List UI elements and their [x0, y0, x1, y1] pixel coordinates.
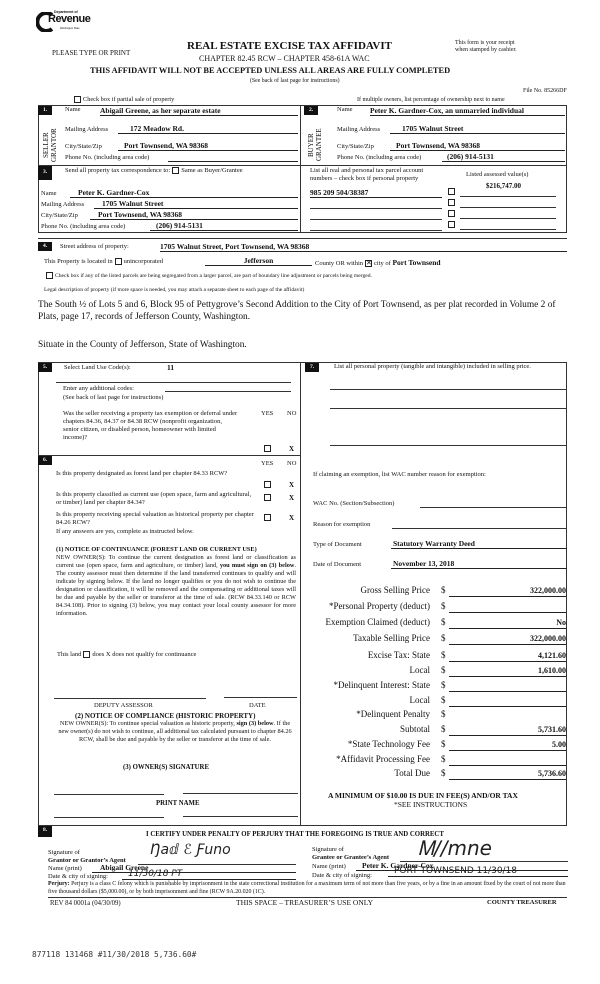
section-4-number: 4. [38, 242, 52, 251]
minimum-note: A MINIMUM OF $10.00 IS DUE IN FEE(S) AND/OR TAX [328, 791, 518, 800]
notice-compliance-title: (2) NOTICE OF COMPLIANCE (HISTORIC PROPERTY) [75, 712, 256, 720]
date-line[interactable] [224, 697, 297, 698]
deputy-assessor-label: DEPUTY ASSESSOR [94, 702, 153, 709]
personal-property-line[interactable] [330, 389, 567, 390]
section-3-number: 3. [38, 166, 52, 180]
dollar-sign: $ [441, 650, 446, 660]
seller-name-label: Name [65, 106, 81, 113]
land-use-code[interactable]: 11 [167, 363, 175, 372]
parcel-line [310, 219, 442, 220]
logo-top: Department of [54, 10, 78, 14]
grantee-date-city[interactable]: PORT TOWNSEND 11/30/18 [388, 866, 568, 877]
assessed-label: Listed assessed value(s) [466, 171, 529, 178]
historic-question: Is this property receiving special valuation as historical property per chapter 84.26 RCW? [56, 511, 254, 526]
perjury-bold: Perjury: [48, 881, 70, 887]
no-header: NO [287, 460, 297, 467]
section-6-number: 6. [38, 456, 52, 465]
seller-address-label: Mailing Address [65, 126, 109, 133]
file-no: File No. 85266DF [523, 88, 567, 94]
fee-label: Gross Selling Price [360, 585, 430, 595]
buyer-phone-label: Phone No. (including area code) [337, 154, 422, 161]
additional-codes-label: Enter any additional codes: [63, 385, 134, 392]
city-of-label: city of [374, 260, 391, 267]
fee-label: *Affidavit Processing Fee [336, 754, 430, 764]
notice1-a: NEW OWNER(S): To continue the current designation as forest land or classification as current use (open space, farm and agriculture, or timber) land, [56, 554, 296, 569]
segregated-checkbox[interactable] [46, 272, 53, 279]
warning: THIS AFFIDAVIT WILL NOT BE ACCEPTED UNLESS ALL AREAS ARE FULLY COMPLETED [90, 66, 451, 75]
fee-value[interactable]: 5,731.60 [449, 725, 566, 736]
seller-grantor-label: SELLER GRANTOR [42, 128, 58, 162]
partial-sale-checkbox[interactable] [74, 96, 81, 103]
buyer-address[interactable]: 1705 Walnut Street [390, 124, 565, 134]
dollar-sign: $ [441, 724, 446, 734]
cashier-stamp: 877118 131468 #11/30/2018 5,736.60# [32, 950, 197, 959]
current-use-yes-checkbox[interactable] [264, 494, 271, 501]
exemption-wac-label: If claiming an exemption, list WAC number reason for exemption: [313, 471, 486, 478]
send-label: Send all property tax correspondence to: [65, 167, 171, 174]
historic-no-mark[interactable]: X [289, 514, 295, 522]
dollar-sign: $ [441, 633, 446, 643]
exemption-yes-checkbox[interactable] [264, 445, 271, 452]
fee-label: Taxable Selling Price [353, 633, 430, 643]
yes-header: YES [261, 460, 274, 467]
assessed-line [460, 196, 556, 197]
county-or-label: County OR within [315, 260, 364, 267]
see-back: (See back of last page for instructions) [250, 78, 340, 84]
corr-city[interactable]: Port Townsend, WA 98368 [90, 210, 298, 220]
corr-address[interactable]: 1705 Walnut Street [94, 199, 298, 209]
unincorporated-checkbox[interactable] [115, 258, 122, 265]
section-5-number: 5. [38, 363, 52, 372]
buyer-name-label: Name [337, 106, 353, 113]
grantee-sig-label-2: Grantee or Grantee’s Agent [312, 854, 390, 861]
segregated-label: Check box if any of the listed parcels are being segregated from a larger parcel, are part of boundary line adjustment or parcels being merged. [55, 272, 372, 279]
doc-type[interactable]: Statutory Warranty Deed [391, 539, 567, 549]
personal-property-line[interactable] [330, 445, 567, 446]
assessed-value: $216,747.00 [486, 182, 521, 190]
unincorporated-label: unincorporated [123, 258, 163, 265]
does-label: does [92, 651, 105, 658]
fee-label: Local [409, 665, 430, 675]
parcel-line [310, 208, 442, 209]
logo-sub: Washington State [60, 27, 80, 30]
dollar-sign: $ [441, 695, 446, 705]
county[interactable]: Jefferson [205, 256, 312, 266]
located-label: This Property is located in [44, 258, 113, 265]
within-city [315, 258, 441, 267]
seller-name[interactable]: Abigail Greene, as her separate estate [100, 106, 298, 116]
grantor-date-city[interactable]: 11/30/18 PT [122, 869, 296, 880]
forest-land-question: Is this property designated as forest land per chapter 84.33 RCW? [56, 470, 228, 477]
print-name-line[interactable] [54, 817, 164, 818]
grantee-date-label: Date & city of signing: [312, 872, 372, 879]
fee-value[interactable]: 5.00 [449, 740, 566, 751]
forest-no-mark[interactable]: X [289, 481, 295, 489]
buyer-city[interactable]: Port Townsend, WA 98368 [390, 141, 565, 151]
assessed-line [460, 229, 556, 230]
seller-phone[interactable] [168, 152, 298, 162]
please-type: PLEASE TYPE OR PRINT [52, 49, 131, 57]
personal-property-label: List all personal property (tangible and intangible) included in selling price. [334, 363, 531, 370]
fee-label: *Personal Property (deduct) [329, 601, 430, 611]
form-revision: REV 84 0001a (04/30/09) [50, 900, 121, 907]
deputy-signature-line[interactable] [54, 698, 206, 699]
fee-label: *Delinquent Interest: State [333, 680, 430, 690]
current-use-question: Is this property classified as current use (open space, farm and agricultural, or timber) land per chapter 84.34? [56, 491, 252, 506]
corr-phone-label: Phone No. (including area code) [41, 223, 126, 230]
does-not-label: X does not qualify for continuance [105, 651, 197, 658]
corr-city-label: City/State/Zip [41, 212, 78, 219]
fee-label: *State Technology Fee [347, 739, 430, 749]
buyer-address-label: Mailing Address [337, 126, 381, 133]
personal-property-checkbox[interactable] [448, 221, 455, 228]
does-checkbox[interactable] [83, 651, 90, 658]
certify-statement: I CERTIFY UNDER PENALTY OF PERJURY THAT THE FOREGOING IS TRUE AND CORRECT [146, 831, 444, 838]
wac-label: WAC No. (Section/Subsection) [313, 500, 395, 507]
print-name-line[interactable] [183, 816, 298, 817]
grantor-sig-label-2: Grantor or Grantor’s Agent [48, 857, 126, 864]
notice-continuance-text [56, 554, 296, 618]
land-use-label: Select Land Use Code(s): [64, 364, 131, 371]
corr-address-label: Mailing Address [41, 201, 85, 208]
fee-label: Excise Tax: State [367, 650, 430, 660]
grantee-name-label: Name (print) [312, 863, 346, 870]
buyer-grantee-label: BUYER GRANTEE [307, 128, 323, 162]
owner-signature-label: (3) OWNER(S) SIGNATURE [123, 764, 209, 771]
exemption-no-mark[interactable]: X [289, 445, 295, 453]
fee-value[interactable] [449, 681, 566, 692]
current-use-no-mark[interactable]: X [289, 494, 295, 502]
notice2-c: . If the new owner(s) do not wish to continue, all additional tax calculated pursuant to chapter 84.26 RCW, shall be due and payable by the seller or transferor at the time of sale. [58, 720, 292, 743]
city: Port Townsend [392, 258, 441, 267]
no-header: NO [287, 410, 297, 417]
county-treasurer: COUNTY TREASURER [487, 899, 557, 906]
fee-label: Local [409, 695, 430, 705]
grantee-sig-label: Signature of [312, 846, 344, 853]
located-in [44, 258, 163, 265]
parcel-label: List all real and personal tax parcel account [310, 167, 424, 174]
divider [38, 238, 567, 239]
dollar-sign: $ [441, 601, 446, 611]
section-2-number: 2. [304, 106, 318, 115]
receipt-note: This form is your receipt [455, 40, 515, 46]
fee-value[interactable] [449, 602, 566, 613]
notice-continuance-title: (1) NOTICE OF CONTINUANCE (FOREST LAND OR CURRENT USE) [56, 546, 257, 553]
section-1-number: 1. [38, 106, 52, 115]
historic-yes-checkbox[interactable] [264, 514, 271, 521]
personal-property-checkbox[interactable] [448, 210, 455, 217]
divider [38, 165, 567, 166]
notice-compliance-text [55, 720, 295, 744]
fee-value[interactable]: 322,000.00 [449, 634, 566, 645]
same-as-buyer-checkbox[interactable] [172, 167, 179, 174]
assessed-line [460, 207, 556, 208]
partial-sale[interactable] [72, 96, 174, 103]
seller-city[interactable]: Port Townsend, WA 98368 [118, 141, 298, 151]
treasurer-use: THIS SPACE – TREASURER’S USE ONLY [236, 898, 373, 907]
personal-property-checkbox[interactable] [448, 199, 455, 206]
dollar-sign: $ [441, 617, 446, 627]
buyer-name[interactable]: Peter K. Gardner-Cox, an unmarried individual [370, 106, 565, 116]
section-8-number: 8. [38, 826, 52, 837]
send-correspondence [65, 167, 243, 174]
divider [300, 105, 301, 233]
doc-type-label: Type of Document [313, 541, 362, 548]
corr-name[interactable]: Peter K. Gardner-Cox [70, 188, 298, 198]
perjury-text: Perjury is a class C felony which is punishable by imprisonment in the state correctional institution for a maximum term of not more than five years, or by a fine in an amount fixed by the court of not more than five thousand dollars ($5,000.00), or by both imprisonment and fine (RCW 9A.20.020 (1C). [48, 881, 566, 895]
dollar-sign: $ [441, 768, 446, 778]
fee-value[interactable] [449, 696, 566, 707]
fee-value[interactable]: 322,000.00 [449, 586, 566, 597]
grantor-name[interactable]: Abigail Greene [92, 863, 296, 873]
seller-address[interactable]: 172 Meadow Rd. [118, 124, 298, 134]
print-name-label: PRINT NAME [156, 800, 200, 807]
legal-description: The South ½ of Lots 5 and 6, Block 95 of Pettygrove’s Second Addition to the City of Port Townsend, as per plat recorded in Volume 2 of Plats, page 17, records of Jefferson County, Washington. [38, 300, 556, 322]
notice1-b: you must sign on (3) below [219, 562, 295, 569]
segregated [44, 272, 372, 279]
owner-signature-line[interactable] [54, 794, 164, 795]
corr-name-label: Name [41, 190, 57, 197]
grantor-signature: Ŋaⅆ ℰ Ƒuno [150, 842, 231, 858]
grantee-name[interactable]: Peter K. Gardner-Cox [356, 861, 568, 871]
owner-signature-line[interactable] [183, 793, 298, 794]
fee-value[interactable]: 4,121.60 [449, 651, 566, 662]
dollar-sign: $ [441, 585, 446, 595]
form-title: REAL ESTATE EXCISE TAX AFFIDAVIT [187, 40, 392, 52]
receipt-note-2: when stamped by cashier. [455, 47, 517, 53]
land-use-line [56, 382, 291, 383]
fee-label: Total Due [394, 768, 430, 778]
reason-field[interactable] [392, 528, 566, 529]
fee-value[interactable]: No [449, 618, 566, 629]
doc-date[interactable]: November 13, 2018 [391, 559, 567, 569]
parcel-number[interactable]: 985 209 504/38387 [310, 188, 442, 198]
fee-value[interactable] [449, 710, 566, 721]
wac-field[interactable] [420, 507, 566, 508]
dollar-sign: $ [441, 680, 446, 690]
personal-property-checkbox[interactable] [448, 188, 455, 195]
fee-label: *Delinquent Penalty [356, 709, 430, 719]
parcel-label-2: numbers – check box if personal property [310, 175, 419, 182]
doc-date-label: Date of Document [313, 561, 362, 568]
yes-header: YES [261, 410, 274, 417]
fee-label: Exemption Claimed (deduct) [325, 617, 430, 627]
dollar-sign: $ [441, 739, 446, 749]
divider [300, 362, 301, 826]
seller-city-label: City/State/Zip [65, 143, 102, 150]
grantee-signature: Ꮇ∕∕mne [418, 836, 492, 860]
exemption-question: Was the seller receiving a property tax exemption or deferral under chapters 84.36, 84.37 or 84.38 RCW (nonprofit organization, senior citizen, or disabled person, homeowner with limited income)? [63, 410, 238, 441]
fee-label: Subtotal [399, 724, 430, 734]
additional-codes-field[interactable] [165, 391, 291, 392]
dollar-sign: $ [441, 709, 446, 719]
date-label: DATE [249, 702, 266, 709]
seller-phone-label: Phone No. (including area code) [65, 154, 150, 161]
partial-sale-label: Check box if partial sale of property [83, 96, 175, 103]
grantor-name-label: Name (print) [48, 865, 82, 872]
section-7-number: 7. [305, 363, 319, 372]
if-yes-note: If any answers are yes, complete as instructed below. [56, 528, 194, 535]
city-checkbox[interactable]: ✕ [366, 259, 372, 268]
corr-phone[interactable]: (206) 914-5131 [150, 221, 298, 231]
buyer-city-label: City/State/Zip [337, 143, 374, 150]
see-back-5: (See back of last page for instructions) [63, 394, 164, 401]
buyer-phone[interactable]: (206) 914-5131 [442, 152, 565, 162]
dollar-sign: $ [441, 754, 446, 764]
same-as-buyer-label: Same as Buyer/Grantee [181, 167, 243, 174]
forest-yes-checkbox[interactable] [264, 481, 271, 488]
property-street[interactable]: 1705 Walnut Street, Port Townsend, WA 98368 [160, 242, 567, 252]
notice1-c: . The county assessor must then determine if the land transferred continues to qualify and will indicate by signing below. If the land no longer qualifies or you do not wish to continue the designation or classification, it will be removed and the compensating or additional taxes will be due and payable by the seller or transferor at the time of sale. (RCW 84.33.140 or RCW 84.34.108). Prior to signing (3) below, you may contact your local county assessor for more information. [56, 562, 296, 617]
notice2-a: NEW OWNER(S): To continue special valuation as historic property, [59, 720, 237, 727]
situate: Situate in the County of Jefferson, State of Washington. [38, 340, 247, 350]
fee-value[interactable] [449, 755, 566, 766]
legal-label: Legal description of property (if more space is needed, you may attach a separate sheet to each page of the affidavit) [44, 287, 305, 293]
logo-main: Revenue [48, 13, 91, 25]
dor-logo [36, 10, 96, 34]
perjury-note [48, 880, 568, 896]
fee-value[interactable]: 1,610.00 [449, 666, 566, 677]
divider [38, 455, 300, 456]
multiple-owners-note: If multiple owners, list percentage of ownership next to name [357, 97, 505, 103]
dollar-sign: $ [441, 665, 446, 675]
see-instructions: *SEE INSTRUCTIONS [394, 800, 468, 809]
reason-label: Reason for exemption [313, 521, 371, 528]
notice2-b: sign (3) below [236, 720, 274, 727]
qualify-line [57, 651, 196, 658]
street-label: Street address of property: [60, 243, 129, 250]
assessed-line [460, 218, 556, 219]
fee-value[interactable]: 5,736.60 [449, 769, 566, 780]
personal-property-line[interactable] [330, 408, 567, 409]
this-land-label: This land [57, 651, 82, 658]
parcel-line [310, 230, 442, 231]
grantor-date-label: Date & city of signing: [48, 873, 108, 880]
chapter-line: CHAPTER 82.45 RCW – CHAPTER 458-61A WAC [199, 54, 370, 63]
grantor-sig-label: Signature of [48, 849, 80, 856]
